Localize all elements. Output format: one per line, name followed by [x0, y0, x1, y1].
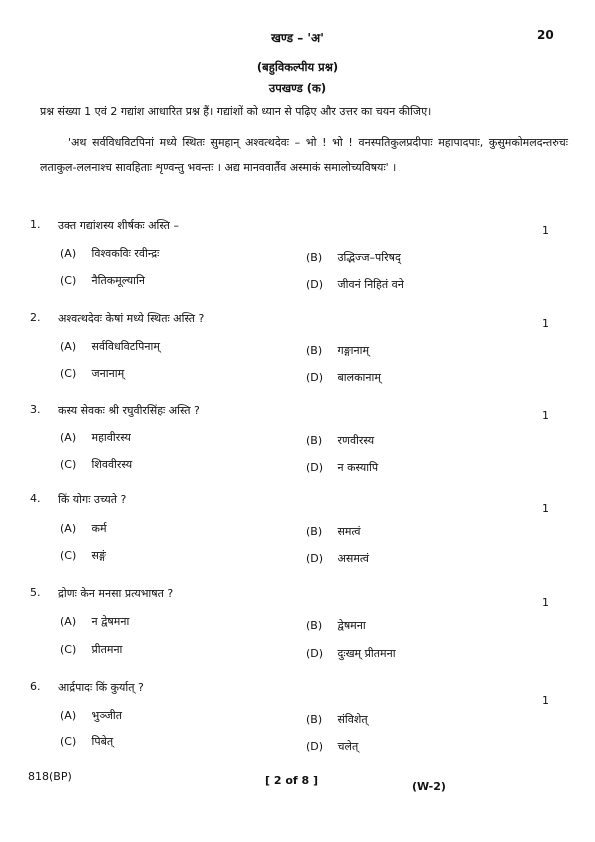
option-d: [306, 460, 378, 475]
passage-text: 'अथ सर्वविधविटपिनां मध्ये स्थितः सुमहान् अश्वत्थदेवः – भो ! भो ! वनस्पतिकुलप्रदीपाः महापादपाः, कुसुमकोमलदन्तरुचः लताकुल-ललनाश्च सावहिताः शृण्वन्तु भवन्तः । अद्य मानववार्तैव अस्माकं समालोच्यविषयः' ।: [40, 136, 568, 174]
question-text: कस्य सेवकः श्री रघुवीरसिंहः अस्ति ?: [58, 404, 200, 417]
option-a: [60, 521, 107, 536]
option-text: पिबेत्: [91, 735, 114, 748]
question-number: 2.: [30, 311, 41, 324]
option-text: नैतिकमूल्यानि: [91, 274, 145, 287]
option-b: [306, 712, 368, 727]
question-text: द्रोणः केन मनसा प्रत्यभाषत ?: [58, 587, 174, 600]
option-text: महावीरस्य: [91, 431, 131, 444]
option-text: चलेत्: [337, 740, 359, 753]
option-label: (A): [60, 615, 77, 628]
option-text: द्वेषमना: [337, 619, 366, 632]
option-text: कर्म: [91, 522, 107, 535]
subsection-title: उपखण्ड (क): [268, 81, 327, 95]
option-text: प्रीतमना: [91, 643, 123, 656]
option-label: (C): [60, 274, 77, 287]
option-label: (A): [60, 247, 77, 260]
question-marks: 1: [542, 596, 549, 609]
question-marks: 1: [542, 224, 549, 237]
section-type: (बहुविकल्पीय प्रश्न): [256, 60, 339, 74]
option-label: (D): [306, 278, 324, 291]
option-a: [60, 246, 159, 261]
question-number: 6.: [30, 680, 41, 693]
option-text: जीवनं निहितं वने: [337, 278, 404, 291]
option-text: सर्वविधविटपिनाम्: [91, 340, 160, 353]
option-a: [60, 430, 131, 445]
page-of-total: [ 2 of 8 ]: [265, 774, 319, 787]
option-text: शिववीरस्य: [91, 458, 133, 471]
option-b: [306, 250, 401, 265]
question-marks: 1: [542, 409, 549, 422]
option-text: विश्वकविः रवीन्द्रः: [91, 247, 160, 260]
option-label: (C): [60, 367, 77, 380]
option-text: सङ्गं: [91, 549, 106, 562]
option-label: (B): [306, 713, 323, 726]
option-b: [306, 433, 374, 448]
option-label: (D): [306, 740, 324, 753]
option-a: [60, 614, 129, 629]
option-label: (D): [306, 371, 324, 384]
section-title: खण्ड – 'अ': [271, 31, 324, 45]
option-text: दुःखम् प्रीतमना: [337, 647, 396, 660]
option-label: (B): [306, 251, 323, 264]
question-number: 4.: [30, 492, 41, 505]
question-number: 3.: [30, 403, 41, 416]
option-label: (D): [306, 647, 324, 660]
paper-code: 818(BP): [28, 770, 72, 783]
option-label: (A): [60, 709, 77, 722]
option-text: न कस्यापि: [337, 461, 379, 474]
option-d: [306, 646, 396, 661]
option-d: [306, 277, 404, 292]
option-label: (A): [60, 431, 77, 444]
option-label: (B): [306, 525, 323, 538]
option-a: [60, 339, 160, 354]
option-text: भुञ्जीत: [91, 709, 123, 722]
question-text: अश्वत्थदेवः केषां मध्ये स्थितः अस्ति ?: [58, 312, 205, 325]
option-c: [60, 548, 106, 563]
option-label: (C): [60, 458, 77, 471]
option-b: [306, 618, 366, 633]
option-label: (C): [60, 643, 77, 656]
question-marks: 1: [542, 694, 549, 707]
option-text: समत्वं: [337, 525, 361, 538]
option-c: [60, 734, 113, 749]
question-text: आर्द्रपादः किं कुर्यात् ?: [58, 681, 144, 694]
option-label: (A): [60, 340, 77, 353]
option-label: (B): [306, 344, 323, 357]
option-a: [60, 708, 122, 723]
question-text: किं योगः उच्यते ?: [58, 493, 127, 506]
option-d: [306, 370, 381, 385]
question-marks: 1: [542, 502, 549, 515]
option-c: [60, 366, 124, 381]
instruction-text: प्रश्न संख्या 1 एवं 2 गद्यांश आधारित प्रश्न हैं। गद्यांशों को ध्यान से पढ़िए और उत्तर का चयन कीजिए।: [40, 105, 432, 118]
option-b: [306, 524, 361, 539]
option-text: उद्भिज्ज–परिषद्: [337, 251, 401, 264]
question-number: 5.: [30, 586, 41, 599]
option-label: (C): [60, 549, 77, 562]
option-label: (D): [306, 461, 324, 474]
option-label: (A): [60, 522, 77, 535]
option-text: संविशेत्: [337, 713, 368, 726]
question-text: उक्त गद्यांशस्य शीर्षकः अस्ति –: [58, 219, 179, 232]
option-text: जनानाम्: [91, 367, 125, 380]
option-label: (C): [60, 735, 77, 748]
set-code: (W-2): [412, 780, 446, 793]
option-text: न द्वेषमना: [91, 615, 130, 628]
option-b: [306, 343, 369, 358]
option-d: [306, 551, 369, 566]
option-text: रणवीरस्य: [337, 434, 375, 447]
option-text: असमत्वं: [337, 552, 369, 565]
option-c: [60, 642, 122, 657]
option-label: (B): [306, 619, 323, 632]
option-label: (D): [306, 552, 324, 565]
option-label: (B): [306, 434, 323, 447]
option-c: [60, 457, 132, 472]
option-d: [306, 739, 358, 754]
option-text: बालकानाम्: [337, 371, 381, 384]
page-number: 20: [537, 28, 554, 42]
option-text: गङ्गानाम्: [337, 344, 370, 357]
question-marks: 1: [542, 317, 549, 330]
option-c: [60, 273, 145, 288]
question-number: 1.: [30, 218, 41, 231]
